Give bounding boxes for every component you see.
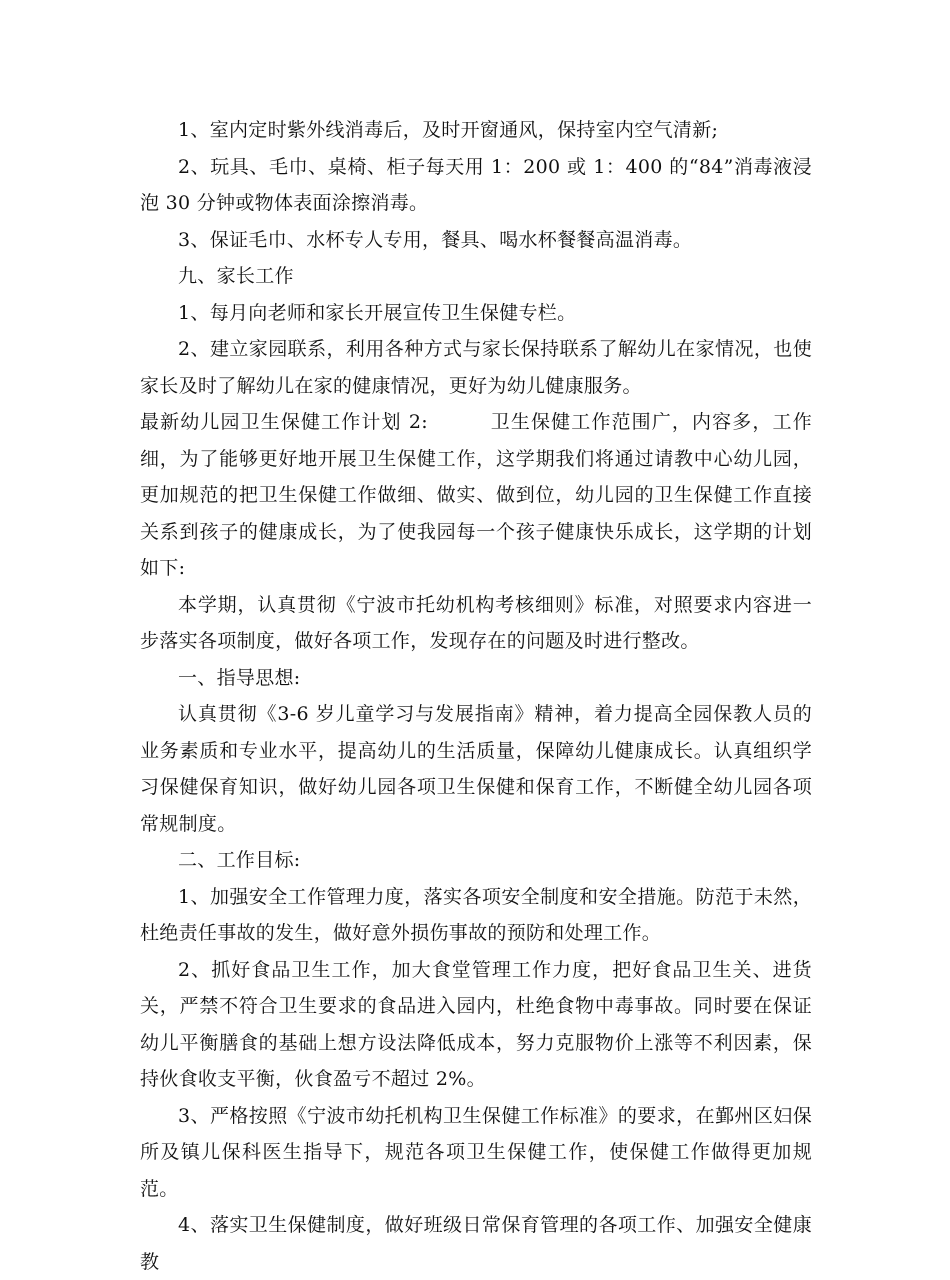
paragraph-goal-safety: 1、加强安全工作管理力度，落实各项安全制度和安全措施。防范于未然，杜绝责任事故的发生，做好意外损伤事故的预防和处理工作。 — [140, 885, 812, 944]
paragraph-goal-health-system: 4、落实卫生保健制度，做好班级日常保育管理的各项工作、加强安全健康教 — [140, 1214, 812, 1273]
document-body — [140, 112, 812, 1280]
paragraph-home-school-contact: 2、建立家园联系，利用各种方式与家长保持联系了解幼儿在家情况，也使家长及时了解幼儿在家的健康情况，更好为幼儿健康服务。 — [140, 338, 812, 397]
paragraph-disinfection-toys: 2、玩具、毛巾、桌椅、柜子每天用 1：200 或 1：400 的“84”消毒液浸泡 30 分钟或物体表面涂擦消毒。 — [140, 155, 812, 214]
paragraph-guiding-ideology: 认真贯彻《3-6 岁儿童学习与发展指南》精神，着力提高全园保教人员的业务素质和专业水平，提高幼儿的生活质量，保障幼儿健康成长。认真组织学习保健保育知识，做好幼儿园各项卫生保健和保育工作，不断健全幼儿园各项常规制度。 — [140, 703, 812, 835]
plan-2-heading: 最新幼儿园卫生保健工作计划 2: — [140, 411, 428, 433]
section-heading-work-goals: 二、工作目标: — [178, 849, 301, 871]
paragraph-goal-standards: 3、严格按照《宁波市幼托机构卫生保健工作标准》的要求，在鄞州区妇保所及镇儿保科医生指导下，规范各项卫生保健工作，使保健工作做得更加规范。 — [140, 1104, 812, 1200]
paragraph-plan-2-intro — [140, 404, 812, 587]
paragraph-disinfection-tableware: 3、保证毛巾、水杯专人专用，餐具、喝水杯餐餐高温消毒。 — [178, 228, 693, 251]
section-heading-guiding-ideology: 一、指导思想: — [178, 666, 301, 689]
plan-2-intro-text: 卫生保健工作范围广，内容多，工作细，为了能够更好地开展卫生保健工作，这学期我们将通过请教中心幼儿园，更加规范的把卫生保健工作做细、做实、做到位，幼儿园的卫生保健工作直接关系到孩子的健康成长，为了使我园每一个孩子健康快乐成长，这学期的计划如下: — [140, 411, 812, 579]
section-heading-parent-work: 九、家长工作 — [178, 265, 294, 287]
paragraph-goal-food-hygiene: 2、抓好食品卫生工作，加大食堂管理工作力度，把好食品卫生关、进货关，严禁不符合卫生要求的食品进入园内，杜绝食物中毒事故。同时要在保证幼儿平衡膳食的基础上想方设法降低成本，努力克服物价上涨等不利因素，保持伙食收支平衡，伙食盈亏不超过 2%。 — [140, 958, 812, 1090]
paragraph-disinfection-ventilation: 1、室内定时紫外线消毒后，及时开窗通风，保持室内空气清新; — [178, 119, 719, 141]
paragraph-semester-overview: 本学期，认真贯彻《宁波市托幼机构考核细则》标准，对照要求内容进一步落实各项制度，做好各项工作，发现存在的问题及时进行整改。 — [140, 593, 812, 652]
paragraph-parent-bulletin: 1、每月向老师和家长开展宣传卫生保健专栏。 — [178, 301, 577, 324]
